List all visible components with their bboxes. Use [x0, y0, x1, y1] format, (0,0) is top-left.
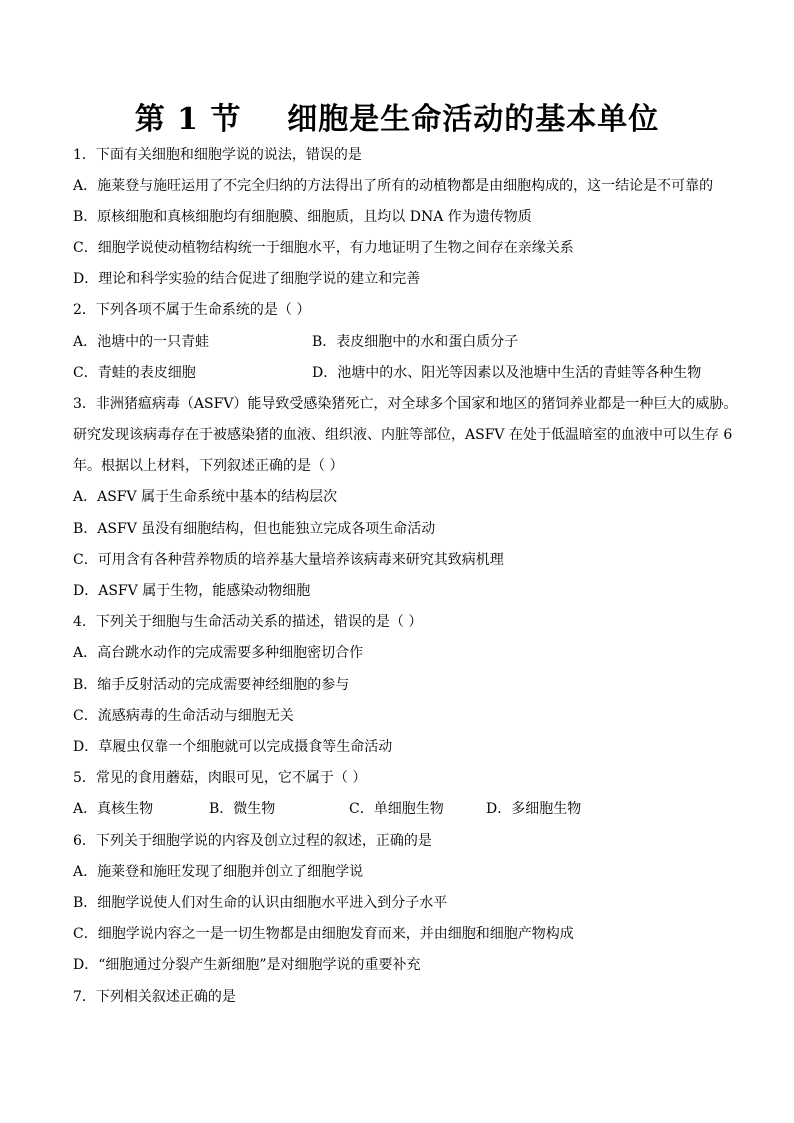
- question-6-option-c: C．细胞学说内容之一是一切生物都是由细胞发育而来，并由细胞和细胞产物构成: [73, 926, 574, 942]
- question-3-option-a: A．ASFV 属于生命系统中基本的结构层次: [73, 489, 338, 505]
- question-1-option-b: B．原核细胞和真核细胞均有细胞膜、细胞质，且均以 DNA 作为遗传物质: [73, 209, 532, 225]
- question-2-option-c: C．青蛙的表皮细胞: [73, 365, 196, 381]
- question-6-stem: 6．下列关于细胞学说的内容及创立过程的叙述，正确的是: [73, 833, 432, 849]
- question-1-option-c: C．细胞学说使动植物结构统一于细胞水平，有力地证明了生物之间存在亲缘关系: [73, 240, 574, 256]
- question-5-option-d: D．多细胞生物: [486, 801, 582, 817]
- question-4-option-b: B．缩手反射活动的完成需要神经细胞的参与: [73, 677, 350, 693]
- question-5-option-b: B．微生物: [209, 801, 276, 817]
- question-3-stem-line-3: 年。根据以上材料，下列叙述正确的是（ ）: [73, 458, 344, 474]
- question-2-option-a: A．池塘中的一只青蛙: [73, 334, 210, 350]
- question-5-option-c: C．单细胞生物: [349, 801, 444, 817]
- question-3-option-d: D．ASFV 属于生物，能感染动物细胞: [73, 583, 311, 599]
- question-7-stem: 7．下列相关叙述正确的是: [73, 989, 236, 1005]
- question-6-option-b: B．细胞学说使人们对生命的认识由细胞水平进入到分子水平: [73, 895, 448, 911]
- question-3-stem-line-2: 研究发现该病毒存在于被感染猪的血液、组织液、内脏等部位，ASFV 在处于低温暗室的血液中可以生存 6: [73, 427, 733, 443]
- question-6-option-a: A．施莱登和施旺发现了细胞并创立了细胞学说: [73, 864, 364, 880]
- question-4-option-a: A．高台跳水动作的完成需要多种细胞密切合作: [73, 645, 364, 661]
- question-3-stem-line-1: 3．非洲猪瘟病毒（ASFV）能导致受感染猪死亡，对全球多个国家和地区的猪饲养业都是一种巨大的威胁。: [73, 396, 738, 412]
- question-5-stem: 5．常见的食用蘑菇，肉眼可见，它不属于（ ）: [73, 770, 367, 786]
- question-4-option-d: D．草履虫仅靠一个细胞就可以完成摄食等生命活动: [73, 739, 393, 755]
- page-title: 第 1 节 细胞是生命活动的基本单位: [134, 102, 660, 137]
- question-6-option-d: D．“细胞通过分裂产生新细胞”是对细胞学说的重要补充: [73, 957, 421, 973]
- question-1-stem: 1．下面有关细胞和细胞学说的说法，错误的是: [73, 147, 362, 163]
- question-3-option-b: B．ASFV 虽没有细胞结构，但也能独立完成各项生命活动: [73, 521, 436, 537]
- question-4-option-c: C．流感病毒的生命活动与细胞无关: [73, 708, 294, 724]
- question-2-option-d: D．池塘中的水、阳光等因素以及池塘中生活的青蛙等各种生物: [312, 365, 702, 381]
- question-3-option-c: C．可用含有各种营养物质的培养基大量培养该病毒来研究其致病机理: [73, 552, 504, 568]
- question-2-stem: 2．下列各项不属于生命系统的是（ ）: [73, 302, 311, 318]
- question-4-stem: 4．下列关于细胞与生命活动关系的描述，错误的是（ ）: [73, 614, 423, 630]
- question-5-option-a: A．真核生物: [73, 801, 154, 817]
- question-1-option-a: A．施莱登与施旺运用了不完全归纳的方法得出了所有的动植物都是由细胞构成的，这一结论是不可靠的: [73, 178, 714, 194]
- question-2-option-b: B．表皮细胞中的水和蛋白质分子: [312, 334, 519, 350]
- question-1-option-d: D．理论和科学实验的结合促进了细胞学说的建立和完善: [73, 271, 421, 287]
